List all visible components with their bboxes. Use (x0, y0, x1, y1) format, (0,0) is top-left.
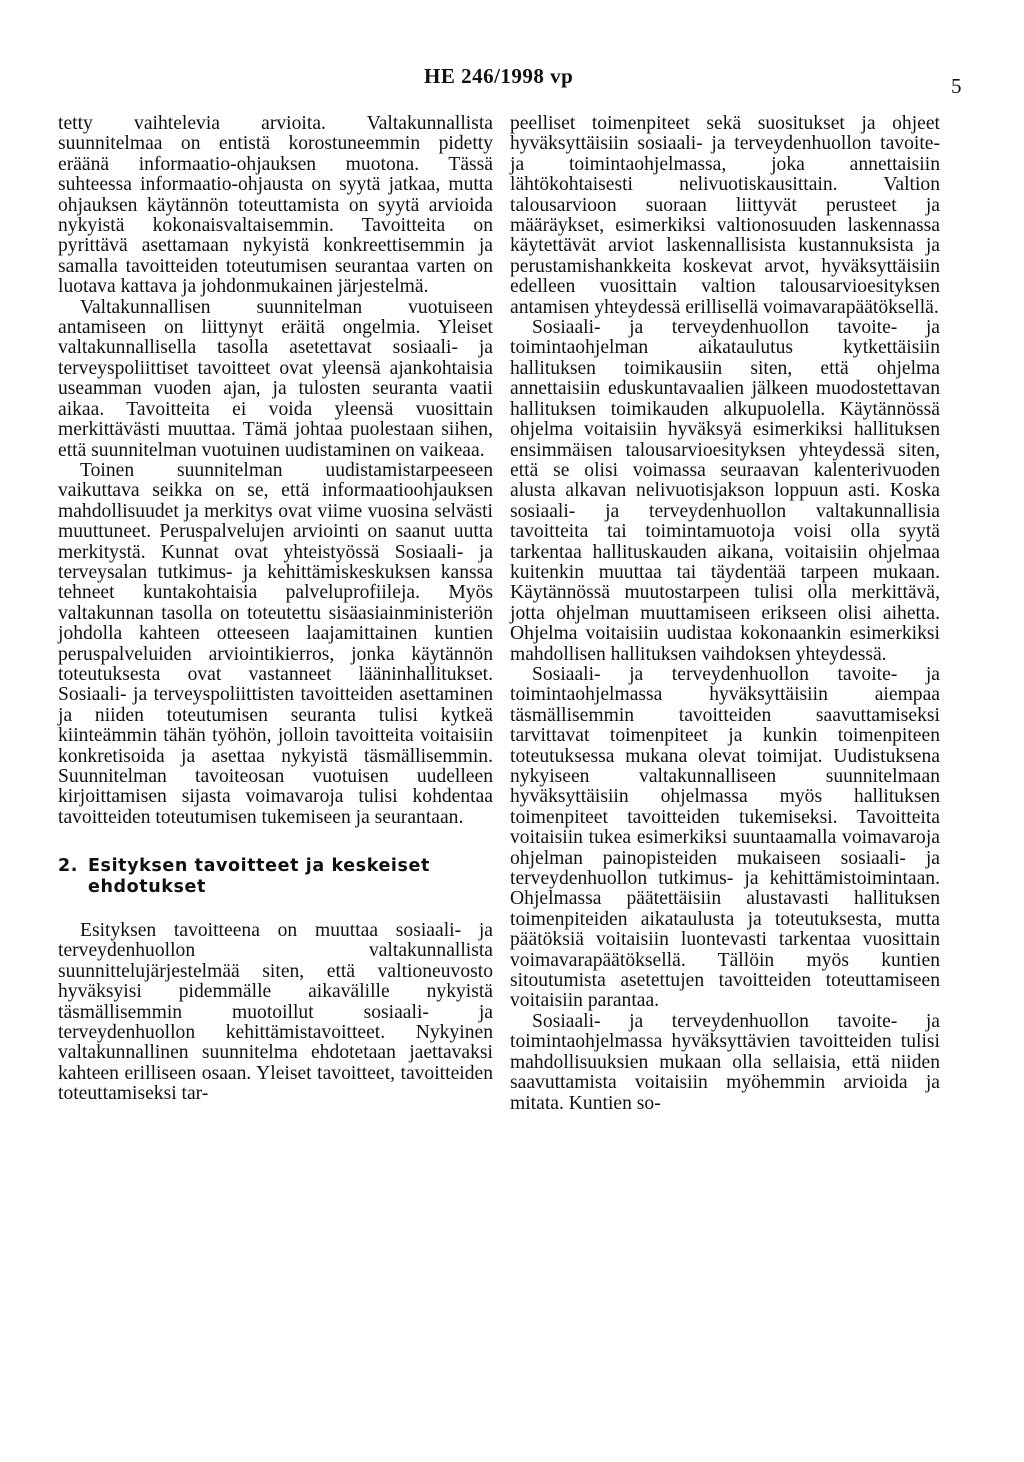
section-heading (58, 856, 493, 897)
paragraph: Sosiaali- ja terveydenhuollon tavoite- ja toimintaohjelman aikataulutus kytkettäisiin hallituksen toimikausiin siten, että ohjelma annettaisiin eduskuntavaalien jälkeen muodostettavan hallituksen toimikauden alkupuolella. Käytännössä ohjelma voitaisiin hyväksyä esimerkiksi hallituksen ensimmäisen talousarvioesityksen yhteydessä siten, että se olisi voimassa seuraavan kalenterivuoden alusta alkavan nelivuotisjakson loppuun asti. Koska sosiaali- ja terveydenhuollon valtakunnallisia tavoitteita tai toimintamuotoja voisi olla syytä tarkentaa hallituskauden aikana, voitaisiin ohjelmaa kuitenkin muuttaa tai täydentää tarpeen mukaan. Käytännössä muutostarpeen tulisi olla merkittävä, jotta ohjelman muuttamiseen erikseen olisi aihetta. Ohjelma voitaisiin uudistaa kokonaankin esimerkiksi mahdollisen hallituksen vaihdoksen yhteydessä. (510, 317, 940, 665)
paragraph: Esityksen tavoitteena on muuttaa sosiaali- ja terveydenhuollon valtakunnallista suunnittelujärjestelmää siten, että valtioneuvosto hyväksyisi pidemmälle aikavälille nykyistä täsmällisemmin muotoillut sosiaali- ja terveydenhuollon kehittämistavoitteet. Nykyinen valtakunnallinen suunnitelma ehdotetaan jaettavaksi kahteen erilliseen osaan. Yleiset tavoitteet, tavoitteiden toteuttamiseksi tar- (58, 920, 493, 1105)
right-column (510, 114, 940, 1114)
paragraph: peelliset toimenpiteet sekä suositukset ja ohjeet hyväksyttäisiin sosiaali- ja terveydenhuollon tavoite- ja toimintaohjelmassa, joka annettaisiin lähtökohtaisesti nelivuotiskausittain. Valtion talousarvioon suoraan liittyvät perusteet ja määräykset, esimerkiksi valtionosuuden laskennassa käytettävät arviot laskennallisista kustannuksista ja perustamishankkeita koskevat arvot, hyväksyttäisiin edelleen vuosittain valtion talousarvioesityksen antamisen yhteydessä erillisellä voimavarapäätöksellä. (510, 113, 940, 318)
paragraph: tetty vaihtelevia arvioita. Valtakunnallista suunnitelmaa on entistä korostuneemmin pidetty eräänä informaatio-ohjauksen muotona. Tässä suhteessa informaatio-ohjausta on syytä jatkaa, mutta ohjauksen käytännön toteuttamista on syytä arvioida nykyistä kokonaisvaltaisemmin. Tavoitteita on pyrittävä asettamaan nykyistä konkreettisemmin ja samalla tavoitteiden toteutumisen seurantaa varten on luotava kattava ja johdonmukainen järjestelmä. (58, 113, 493, 298)
left-column (58, 114, 493, 1105)
running-header (0, 64, 1024, 98)
document-reference: HE 246/1998 vp (424, 64, 574, 88)
paragraph: Sosiaali- ja terveydenhuollon tavoite- ja toimintaohjelmassa hyväksyttäisiin aiempaa täsmällisemmin tavoitteiden saavuttamiseksi tarvittavat toimenpiteet ja kunkin toimenpiteen toteutuksessa mukana olevat toimijat. Uudistuksena nykyiseen valtakunnalliseen suunnitelmaan hyväksyttäisiin ohjelmassa myös hallituksen toimenpiteet tavoitteiden tukemiseksi. Tavoitteita voitaisiin tukea esimerkiksi suuntaamalla voimavaroja ohjelman painopisteiden mukaiseen sosiaali- ja terveydenhuollon tutkimus- ja kehittämistoimintaan. Ohjelmassa päätettäisiin alustavasti hallituksen toimenpiteiden aikataulusta ja toteutuksesta, mutta päätöksiä voitaisiin luontevasti tarkentaa vuosittain voimavarapäätöksellä. Tällöin myös kuntien sitoutumista asetettujen tavoitteiden toteuttamiseen voitaisiin parantaa. (510, 663, 940, 1012)
paragraph: Toinen suunnitelman uudistamistarpeeseen vaikuttava seikka on se, että informaatioohjauksen mahdollisuudet ja merkitys ovat viime vuosina selvästi muuttuneet. Peruspalvelujen arviointi on saanut uutta merkitystä. Kunnat ovat yhteistyössä Sosiaali- ja terveysalan tutkimus- ja kehittämiskeskuksen kanssa tehneet kuntakohtaisia palveluprofiileja. Myös valtakunnan tasolla on toteutettu sisäasiainministeriön johdolla kahteen otteeseen laajamittainen kuntien peruspalveluiden arviointikierros, jonka käytännön toteutuksesta ovat vastanneet lääninhallitukset. Sosiaali- ja terveyspoliittisten tavoitteiden asettaminen ja niiden toteutumisen seuranta tulisi kytkeä kiinteämmin tähän työhön, jolloin tavoitteita voitaisiin konkretisoida ja asettaa nykyistä täsmällisemmin. Suunnitelman tavoiteosan vuotuisen uudelleen kirjoittamisen sijasta voimavaroja tulisi kohdentaa tavoitteiden toteutumisen tukemiseen ja seurantaan. (58, 459, 493, 828)
section-title: Esityksen tavoitteet ja keskeiset ehdotukset (88, 856, 430, 897)
section-number: 2. (58, 856, 79, 877)
paragraph: Sosiaali- ja terveydenhuollon tavoite- ja toimintaohjelmassa hyväksyttävien tavoitteiden tulisi mahdollisuuksien mukaan olla sellaisia, että niiden saavuttamista voitaisiin myöhemmin arvioida ja mitata. Kuntien so- (510, 1010, 940, 1114)
page-number: 5 (951, 74, 962, 98)
paragraph: Valtakunnallisen suunnitelman vuotuiseen antamiseen on liittynyt eräitä ongelmia. Yleiset valtakunnallisella tasolla asetettavat sosiaali- ja terveyspoliittiset tavoitteet ovat yleensä ajankohtaisia useamman vuoden ajan, ja tulosten seuranta vaatii aikaa. Tavoitteita ei voida yleensä vuosittain merkittävästi muuttaa. Tämä johtaa puolestaan siihen, että suunnitelman vuotuinen uudistaminen on vaikeaa. (58, 296, 493, 461)
